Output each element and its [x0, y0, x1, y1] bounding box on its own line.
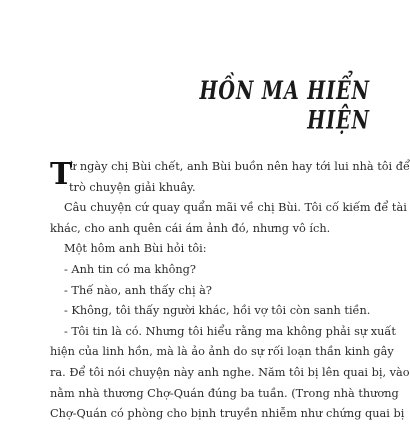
text-line: ừ ngày chị Bùi chết, anh Bùi buồn nên hay tới lui nhà tôi để: [69, 160, 410, 173]
chapter-title: HỒN MA HIỂN HIỆN: [199, 76, 370, 136]
text-line: - Anh tin có ma không?: [64, 262, 196, 276]
opening-paragraph: [50, 157, 410, 198]
text-line: ra. Để tôi nói chuyện này anh nghe. Năm tôi bị lên quai bị, vào: [50, 365, 410, 379]
text-line: - Thế nào, anh thấy chị à?: [64, 283, 212, 297]
text-line: nằm nhà thương Chợ-Quán đúng ba tuần. (Trong nhà thương: [50, 386, 399, 400]
text-line: trò chuyện giải khuây.: [69, 180, 196, 194]
text-line: Câu chuyện cứ quay quẩn mãi về chị Bùi. Tôi cố kiếm để tài: [64, 201, 407, 215]
text-line: - Không, tôi thấy người khác, hồi vợ tôi còn sanh tiền.: [64, 304, 371, 318]
text-line: Một hôm anh Bùi hỏi tôi:: [64, 242, 207, 256]
text-line: - Tôi tin là có. Nhưng tôi hiểu rằng ma không phải sự xuất: [64, 324, 396, 338]
text-line: Chợ-Quán có phòng cho bịnh truyền nhiễm như chứng quai bị: [50, 407, 405, 421]
body-text: [50, 157, 410, 425]
text-line: hiện của linh hồn, mà là ảo ảnh do sự rối loạn thần kinh gây: [50, 345, 394, 359]
text-line: khác, cho anh quên cái ám ảnh đó, nhưng vô ích.: [50, 221, 331, 235]
drop-cap: T: [50, 157, 73, 192]
